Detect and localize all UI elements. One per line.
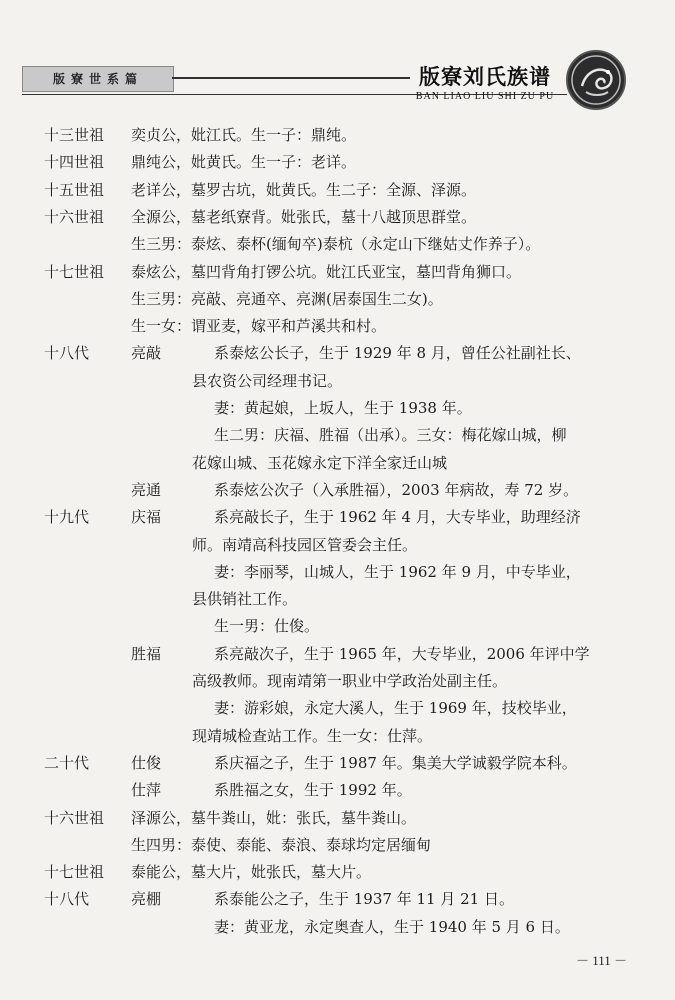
genealogy-line bbox=[0, 777, 675, 804]
entry-continuation: 县农资公司经理书记。 bbox=[192, 371, 343, 390]
book-title: 版寮刘氏族谱 bbox=[419, 65, 551, 89]
entry-continuation: 现靖城检查站工作。生一女：仕萍。 bbox=[192, 726, 433, 745]
entry-text: 老详公，墓罗古坑，妣黄氏。生二子：全源、泽源。 bbox=[131, 180, 477, 199]
entry-text: 系泰炫公长子，生于 1929 年 8 月，曾任公社副社长、 bbox=[214, 344, 581, 363]
genealogy-line bbox=[0, 340, 675, 367]
genealogy-line bbox=[0, 231, 675, 258]
genealogy-line bbox=[0, 805, 675, 832]
genealogy-line bbox=[0, 395, 675, 422]
person-name: 胜福 bbox=[131, 644, 162, 663]
genealogy-line bbox=[0, 586, 675, 613]
genealogy-line bbox=[0, 886, 675, 913]
generation-label: 十三世祖 bbox=[44, 126, 105, 144]
header-rule bbox=[172, 77, 410, 79]
genealogy-line bbox=[0, 914, 675, 941]
genealogy-line bbox=[0, 122, 675, 149]
genealogy-line bbox=[0, 559, 675, 586]
generation-label: 十六世祖 bbox=[44, 207, 105, 226]
person-name: 亮敲 bbox=[131, 344, 162, 363]
genealogy-line bbox=[0, 259, 675, 286]
genealogy-line bbox=[0, 422, 675, 449]
entry-text: 生一女：谓亚麦，嫁平和芦溪共和村。 bbox=[131, 317, 387, 336]
genealogy-line bbox=[0, 859, 675, 886]
entry-continuation: 师。南靖高科技园区管委会主任。 bbox=[192, 535, 418, 554]
entry-continuation: 高级教师。现南靖第一职业中学政治处副主任。 bbox=[192, 672, 508, 690]
generation-label: 十七世祖 bbox=[44, 262, 105, 281]
person-name: 仕俊 bbox=[131, 753, 162, 772]
generation-label: 二十代 bbox=[44, 753, 90, 772]
generation-label: 十八代 bbox=[44, 890, 90, 909]
genealogy-line bbox=[0, 313, 675, 340]
genealogy-line bbox=[0, 641, 675, 668]
entry-text: 系泰能公之子，生于 1937 年 11 月 21 日。 bbox=[214, 890, 514, 909]
entry-text: 泰能公，墓大片，妣张氏，墓大片。 bbox=[131, 863, 372, 882]
genealogy-line bbox=[0, 723, 675, 750]
genealogy-line bbox=[0, 368, 675, 395]
entry-text: 全源公，墓老纸寮背。妣张氏，墓十八越顶思群堂。 bbox=[131, 207, 477, 226]
entry-text: 系亮敲长子，生于 1962 年 4 月，大专毕业，助理经济 bbox=[214, 508, 581, 527]
entry-text: 生三男：泰炫、泰杯(缅甸卒)泰杭（永定山下继姑丈作养子）。 bbox=[131, 235, 541, 254]
genealogy-line bbox=[0, 450, 675, 477]
person-name: 亮通 bbox=[131, 480, 162, 499]
person-name: 仕萍 bbox=[131, 781, 162, 800]
genealogy-line bbox=[0, 695, 675, 722]
generation-label: 十七世祖 bbox=[44, 863, 105, 882]
entry-text: 生四男：泰使、泰能、泰浪、泰球均定居缅甸 bbox=[131, 835, 432, 854]
page-number: － 111 － bbox=[576, 953, 628, 968]
genealogy-line bbox=[0, 750, 675, 777]
genealogy-line bbox=[0, 832, 675, 859]
entry-text: 生三男：亮敲、亮通卒、亮渊(居泰国生二女)。 bbox=[131, 289, 443, 308]
generation-label: 十八代 bbox=[44, 344, 90, 363]
entry-text: 鼎纯公，妣黄氏。生一子：老详。 bbox=[131, 153, 357, 172]
section-label: 版寮世系篇 bbox=[22, 66, 174, 92]
entry-text: 妻：游彩娘，永定大溪人，生于 1969 年，技校毕业， bbox=[214, 699, 577, 718]
generation-label: 十六世祖 bbox=[44, 808, 105, 827]
person-name: 亮棚 bbox=[131, 890, 162, 909]
entry-text: 泽源公，墓牛粪山，妣：张氏，墓牛粪山。 bbox=[131, 808, 417, 827]
person-name: 庆福 bbox=[131, 508, 162, 527]
entry-text: 系亮敲次子，生于 1965 年，大专毕业，2006 年评中学 bbox=[214, 644, 590, 663]
genealogy-line bbox=[0, 204, 675, 231]
generation-label: 十四世祖 bbox=[44, 153, 105, 172]
entry-text: 系泰炫公次子（入承胜福），2003 年病故，寿 72 岁。 bbox=[214, 480, 579, 499]
genealogy-line bbox=[0, 286, 675, 313]
genealogy-line bbox=[0, 613, 675, 640]
entry-text: 妻：黄亚龙，永定奥查人，生于 1940 年 5 月 6 日。 bbox=[214, 917, 570, 936]
entry-text: 奕贞公，妣江氏。生一子：鼎纯。 bbox=[131, 126, 357, 144]
page-header bbox=[0, 0, 675, 110]
entry-text: 生二男：庆福、胜福（出承）。三女：梅花嫁山城，柳 bbox=[214, 426, 567, 445]
generation-label: 十五世祖 bbox=[44, 180, 105, 199]
genealogy-line bbox=[0, 149, 675, 176]
genealogy-line bbox=[0, 177, 675, 204]
entry-text: 妻：李丽琴，山城人，生于 1962 年 9 月，中专毕业， bbox=[214, 562, 581, 581]
genealogy-line bbox=[0, 477, 675, 504]
genealogy-line bbox=[0, 668, 675, 695]
entry-text: 妻：黄起娘，上坂人，生于 1938 年。 bbox=[214, 399, 472, 417]
entry-text: 系庆福之子，生于 1987 年。集美大学诚毅学院本科。 bbox=[214, 753, 577, 772]
generation-label: 十九代 bbox=[44, 508, 90, 527]
entry-text: 生一男：仕俊。 bbox=[214, 617, 320, 636]
entry-text: 系胜福之女，生于 1992 年。 bbox=[214, 781, 412, 800]
genealogy-line bbox=[0, 504, 675, 531]
book-subtitle: BAN LIAO LIU SHI ZU PU bbox=[415, 91, 555, 102]
entry-continuation: 花嫁山城、玉花嫁永定下洋全家迁山城 bbox=[192, 453, 448, 472]
entry-continuation: 县供销社工作。 bbox=[192, 590, 298, 609]
entry-text: 泰炫公，墓凹背角打锣公坑。妣江氏亚宝，墓凹背角狮口。 bbox=[131, 262, 522, 281]
dragon-seal-icon bbox=[566, 50, 626, 110]
genealogy-line bbox=[0, 532, 675, 559]
